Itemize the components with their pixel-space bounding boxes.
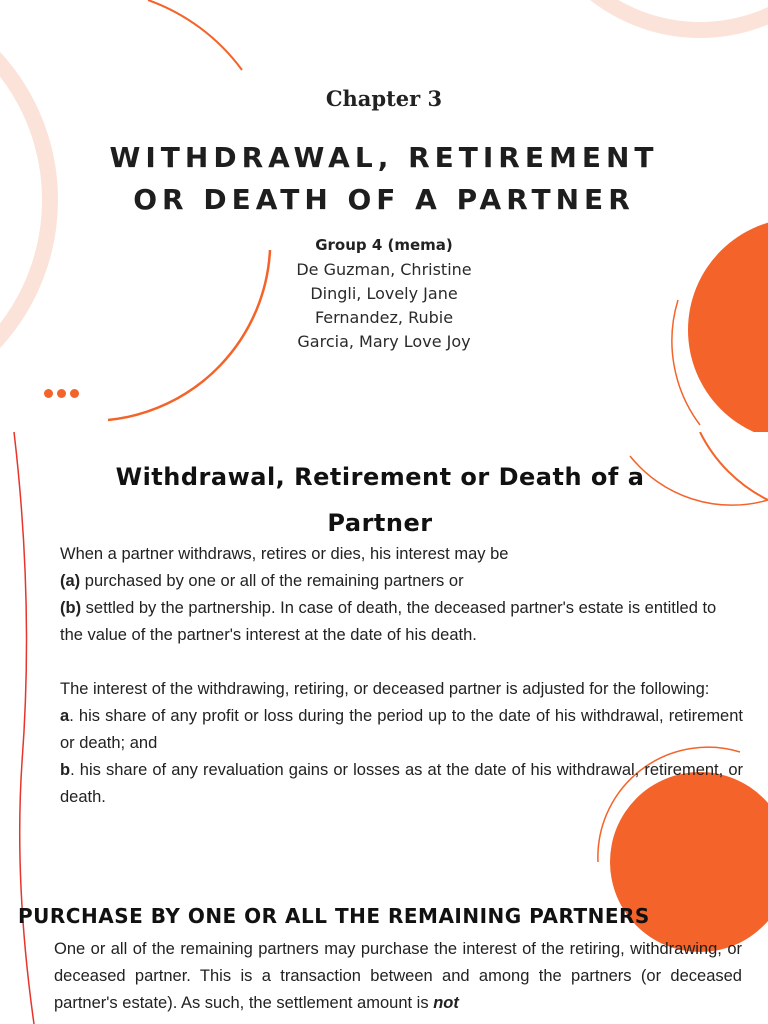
- cover-title: [0, 137, 768, 221]
- top-right-arc: [700, 432, 768, 500]
- dot-icon: [57, 389, 66, 398]
- option-b-text: settled by the partnership. In case of death, the deceased partner's estate is entitled to the value of the partner's interest at the date of his death.: [60, 599, 717, 644]
- cover-page: [0, 0, 768, 432]
- content-page: [0, 432, 768, 1024]
- cover-title-line2: OR DEATH OF A PARTNER: [133, 183, 635, 216]
- group-label: Group 4 (mema): [315, 236, 453, 254]
- section-heading-line1: Withdrawal, Retirement or Death of a: [115, 463, 645, 491]
- option-a: [60, 568, 743, 595]
- dot-icon: [44, 389, 53, 398]
- item-a: a. his share of any profit or loss during the period up to the date of his withdrawal, retirement or death; and: [60, 707, 743, 752]
- purchase-paragraph: [54, 936, 742, 1017]
- member-list: [0, 258, 768, 354]
- intro-paragraph: [60, 541, 743, 649]
- option-b-label: (b): [60, 599, 82, 617]
- dots-decoration: [44, 383, 83, 402]
- emphasis-text: not: [433, 994, 459, 1012]
- top-orange-arc: [148, 0, 242, 70]
- option-b: [60, 595, 743, 649]
- member-name: Fernandez, Rubie: [314, 308, 454, 327]
- member-name: Dingli, Lovely Jane: [310, 284, 458, 303]
- item-b: b. his share of any revaluation gains or losses as at the date of his withdrawal, retirement, or death.: [60, 761, 744, 806]
- cover-title-line1: WITHDRAWAL, RETIREMENT: [109, 141, 659, 174]
- purchase-text: One or all of the remaining partners may purchase the interest of the retiring, withdrawing, or deceased partner. This is a transaction between and among the partners (or deceased partner's estate). As such, the settlement amount is: [54, 940, 742, 1012]
- item-a-text: his share of any profit or loss during the period up to the date of his withdrawal, retirement or death; and: [60, 707, 743, 752]
- top-right-pink-arc: [530, 0, 768, 30]
- subsection-heading-text: PURCHASE BY ONE OR ALL THE REMAINING PARTNERS: [18, 904, 650, 928]
- left-red-curve: [14, 432, 34, 1024]
- member-name: Garcia, Mary Love Joy: [297, 332, 471, 351]
- option-a-label: (a): [60, 572, 81, 590]
- section-heading: [60, 454, 700, 546]
- item-b-label: b: [60, 761, 71, 779]
- adjustment-intro: The interest of the withdrawing, retiring, or deceased partner is adjusted for the following:: [60, 680, 710, 698]
- dot-icon: [70, 389, 79, 398]
- subsection-heading: [18, 904, 650, 928]
- section-heading-line2: Partner: [327, 509, 433, 537]
- item-b-text: his share of any revaluation gains or losses as at the date of his withdrawal, retirement, or death.: [60, 761, 744, 806]
- option-a-text: purchased by one or all of the remaining partners or: [84, 572, 464, 590]
- intro-text: When a partner withdraws, retires or dies, his interest may be: [60, 545, 509, 563]
- adjustment-paragraph: [60, 676, 743, 811]
- item-a-label: a: [60, 707, 70, 725]
- chapter-label: Chapter 3: [325, 86, 443, 111]
- member-name: De Guzman, Christine: [296, 260, 472, 279]
